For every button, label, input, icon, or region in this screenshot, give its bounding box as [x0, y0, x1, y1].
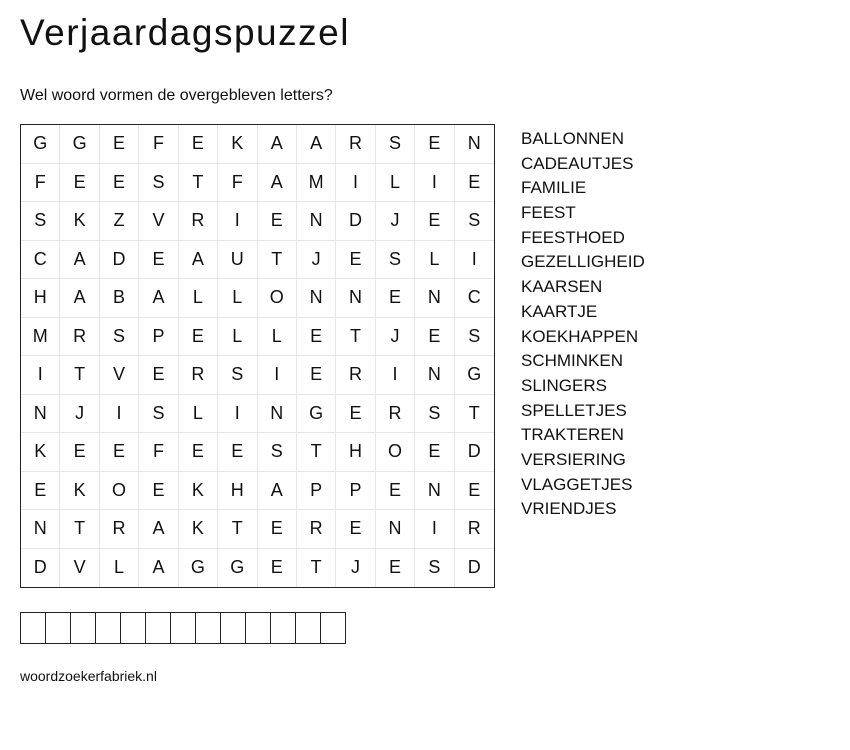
grid-cell[interactable]: G	[21, 125, 60, 164]
grid-cell[interactable]: N	[336, 279, 375, 318]
grid-cell[interactable]: A	[258, 472, 297, 511]
grid-cell[interactable]: V	[100, 356, 139, 395]
grid-cell[interactable]: I	[258, 356, 297, 395]
grid-cell[interactable]: A	[60, 241, 99, 280]
grid-cell[interactable]: E	[100, 433, 139, 472]
grid-cell[interactable]: D	[455, 433, 494, 472]
grid-cell[interactable]: E	[455, 164, 494, 203]
grid-cell[interactable]: F	[139, 433, 178, 472]
grid-cell[interactable]: I	[218, 395, 257, 434]
grid-cell[interactable]: E	[297, 318, 336, 357]
word-list-item: SLINGERS	[521, 375, 607, 395]
grid-cell[interactable]: S	[455, 318, 494, 357]
grid-cell[interactable]: N	[376, 510, 415, 549]
grid-cell[interactable]: T	[297, 433, 336, 472]
grid-cell[interactable]: G	[218, 549, 257, 588]
word-list-item: VERSIERING	[521, 449, 626, 469]
grid-cell[interactable]: E	[60, 433, 99, 472]
word-list-item: KAARSEN	[521, 277, 603, 297]
word-list-item: FEEST	[521, 203, 576, 223]
grid-cell[interactable]: O	[100, 472, 139, 511]
grid-cell[interactable]: M	[21, 318, 60, 357]
grid-cell[interactable]: P	[297, 472, 336, 511]
grid-cell[interactable]: Z	[100, 202, 139, 241]
grid-cell[interactable]: C	[455, 279, 494, 318]
grid-cell[interactable]: E	[218, 433, 257, 472]
grid-cell[interactable]: K	[60, 202, 99, 241]
grid-cell[interactable]: O	[376, 433, 415, 472]
answer-letter-box[interactable]	[296, 613, 321, 643]
grid-cell[interactable]: S	[139, 164, 178, 203]
answer-letter-box[interactable]	[271, 613, 296, 643]
answer-letter-box[interactable]	[21, 613, 46, 643]
word-list-item: SCHMINKEN	[521, 351, 624, 371]
grid-cell[interactable]: S	[455, 202, 494, 241]
grid-cell[interactable]: J	[376, 202, 415, 241]
grid-cell[interactable]: E	[258, 549, 297, 588]
grid-cell[interactable]: C	[21, 241, 60, 280]
answer-letter-box[interactable]	[246, 613, 271, 643]
grid-cell[interactable]: A	[139, 549, 178, 588]
grid-cell[interactable]: T	[455, 395, 494, 434]
word-list	[521, 127, 645, 522]
grid-cell[interactable]: T	[258, 241, 297, 280]
grid-cell[interactable]: R	[455, 510, 494, 549]
word-list-item: TRAKTEREN	[521, 425, 624, 445]
grid-cell[interactable]: E	[415, 318, 454, 357]
grid-cell[interactable]: I	[218, 202, 257, 241]
grid-cell[interactable]: I	[21, 356, 60, 395]
grid-cell[interactable]: T	[179, 164, 218, 203]
grid-cell[interactable]: R	[336, 125, 375, 164]
word-list-item: VRIENDJES	[521, 499, 617, 519]
word-list-item: BALLONNEN	[521, 129, 624, 148]
grid-cell[interactable]: E	[455, 472, 494, 511]
grid-cell[interactable]: L	[100, 549, 139, 588]
grid-cell[interactable]: D	[100, 241, 139, 280]
grid-cell[interactable]: J	[376, 318, 415, 357]
grid-cell[interactable]: I	[336, 164, 375, 203]
grid-cell[interactable]: S	[376, 241, 415, 280]
grid-cell[interactable]: K	[218, 125, 257, 164]
word-list-item: CADEAUTJES	[521, 153, 634, 173]
grid-cell[interactable]: T	[60, 356, 99, 395]
grid-cell[interactable]: A	[258, 164, 297, 203]
grid-cell[interactable]: S	[415, 549, 454, 588]
word-list-item: GEZELLIGHEID	[521, 252, 645, 272]
grid-cell[interactable]: L	[179, 395, 218, 434]
grid-cell[interactable]: L	[258, 318, 297, 357]
word-list-item: FEESTHOED	[521, 227, 625, 247]
grid-cell[interactable]: G	[455, 356, 494, 395]
grid-cell[interactable]: N	[258, 395, 297, 434]
grid-cell[interactable]: I	[100, 395, 139, 434]
answer-letter-box[interactable]	[146, 613, 171, 643]
grid-cell[interactable]: I	[415, 164, 454, 203]
grid-cell[interactable]: K	[21, 433, 60, 472]
grid-cell[interactable]: H	[21, 279, 60, 318]
grid-cell[interactable]: P	[336, 472, 375, 511]
grid-cell[interactable]: R	[60, 318, 99, 357]
grid-cell[interactable]: E	[100, 125, 139, 164]
answer-letter-box[interactable]	[71, 613, 96, 643]
grid-cell[interactable]: G	[60, 125, 99, 164]
grid-cell[interactable]: S	[376, 125, 415, 164]
grid-cell[interactable]: F	[21, 164, 60, 203]
grid-cell[interactable]: E	[415, 125, 454, 164]
grid-cell[interactable]: E	[336, 510, 375, 549]
grid-cell[interactable]: K	[179, 472, 218, 511]
grid-cell[interactable]: L	[218, 318, 257, 357]
grid-cell[interactable]: U	[218, 241, 257, 280]
grid-cell[interactable]: K	[60, 472, 99, 511]
grid-cell[interactable]: L	[415, 241, 454, 280]
word-list-item: KAARTJE	[521, 301, 598, 321]
grid-cell[interactable]: A	[60, 279, 99, 318]
grid-cell[interactable]: E	[415, 433, 454, 472]
word-list-item: FAMILIE	[521, 178, 587, 198]
grid-cell[interactable]: E	[258, 510, 297, 549]
answer-letter-box[interactable]	[121, 613, 146, 643]
answer-letter-box[interactable]	[321, 613, 345, 643]
answer-boxes[interactable]	[20, 612, 346, 644]
grid-cell[interactable]: R	[179, 356, 218, 395]
grid-cell[interactable]: J	[60, 395, 99, 434]
word-list-item: SPELLETJES	[521, 400, 627, 420]
word-list-item: KOEKHAPPEN	[521, 326, 639, 346]
grid-cell[interactable]: T	[297, 549, 336, 588]
answer-letter-box[interactable]	[96, 613, 121, 643]
grid-cell[interactable]: S	[415, 395, 454, 434]
grid-cell[interactable]: F	[139, 125, 178, 164]
grid-cell[interactable]: D	[336, 202, 375, 241]
grid-cell[interactable]: T	[60, 510, 99, 549]
grid-cell[interactable]: R	[336, 356, 375, 395]
grid-cell[interactable]: O	[258, 279, 297, 318]
grid-cell[interactable]: T	[336, 318, 375, 357]
grid-cell[interactable]: E	[21, 472, 60, 511]
grid-cell[interactable]: I	[455, 241, 494, 280]
letter-grid[interactable]	[20, 124, 495, 588]
grid-cell[interactable]: E	[139, 472, 178, 511]
grid-cell[interactable]: H	[218, 472, 257, 511]
grid-cell[interactable]: I	[415, 510, 454, 549]
answer-letter-box[interactable]	[171, 613, 196, 643]
answer-letter-box[interactable]	[221, 613, 246, 643]
grid-cell[interactable]: E	[376, 549, 415, 588]
grid-cell[interactable]: E	[376, 472, 415, 511]
grid-cell[interactable]: D	[467, 557, 481, 578]
grid-cell[interactable]: R	[376, 395, 415, 434]
grid-cell[interactable]: E	[60, 164, 99, 203]
grid-cell[interactable]: R	[179, 202, 218, 241]
grid-cell[interactable]: N	[297, 202, 336, 241]
grid-cell[interactable]: R	[297, 510, 336, 549]
grid-cell[interactable]: E	[139, 241, 178, 280]
puzzle-question: Wel woord vormen de overgebleven letters?	[20, 87, 333, 104]
grid-cell[interactable]: E	[297, 356, 336, 395]
grid-cell[interactable]: A	[258, 125, 297, 164]
grid-cell[interactable]: E	[100, 164, 139, 203]
grid-cell[interactable]: V	[60, 549, 99, 588]
grid-cell[interactable]: E	[376, 279, 415, 318]
grid-cell[interactable]: E	[415, 202, 454, 241]
grid-cell[interactable]: P	[139, 318, 178, 357]
page-title: Verjaardagspuzzel	[20, 12, 350, 53]
answer-letter-box[interactable]	[196, 613, 221, 643]
answer-letter-box[interactable]	[46, 613, 71, 643]
grid-cell[interactable]: E	[336, 241, 375, 280]
grid-cell[interactable]: F	[218, 164, 257, 203]
grid-cell[interactable]: B	[100, 279, 139, 318]
grid-cell[interactable]: K	[179, 510, 218, 549]
grid-cell[interactable]: N	[415, 279, 454, 318]
grid-cell[interactable]: E	[179, 318, 218, 357]
grid-cell[interactable]: S	[139, 395, 178, 434]
grid-cell[interactable]: E	[179, 125, 218, 164]
grid-cell[interactable]: G	[179, 549, 218, 588]
grid-cell[interactable]: N	[415, 472, 454, 511]
grid-cell[interactable]: N	[21, 395, 60, 434]
grid-cell[interactable]: A	[179, 241, 218, 280]
grid-cell[interactable]: J	[297, 241, 336, 280]
grid-cell[interactable]: M	[297, 164, 336, 203]
grid-cell[interactable]: E	[336, 395, 375, 434]
grid-cell[interactable]: A	[139, 279, 178, 318]
grid-cell[interactable]: V	[139, 202, 178, 241]
grid-cell[interactable]: T	[218, 510, 257, 549]
grid-cell[interactable]: A	[139, 510, 178, 549]
grid-cell[interactable]: S	[100, 318, 139, 357]
grid-cell[interactable]: N	[455, 125, 494, 164]
footer-site-name: woordzoekerfabriek.nl	[20, 668, 157, 684]
grid-cell[interactable]: L	[218, 279, 257, 318]
grid-cell[interactable]: S	[21, 202, 60, 241]
grid-cell[interactable]: S	[218, 356, 257, 395]
grid-cell[interactable]: H	[336, 433, 375, 472]
grid-cell[interactable]: I	[376, 356, 415, 395]
word-list-item: VLAGGETJES	[521, 474, 633, 494]
grid-cell[interactable]: J	[336, 549, 375, 588]
grid-cell[interactable]: S	[258, 433, 297, 472]
grid-cell[interactable]: L	[376, 164, 415, 203]
grid-cell[interactable]: A	[297, 125, 336, 164]
grid-cell[interactable]: L	[179, 279, 218, 318]
grid-cell[interactable]: N	[21, 510, 60, 549]
grid-cell[interactable]: E	[179, 433, 218, 472]
grid-cell[interactable]: G	[297, 395, 336, 434]
grid-cell[interactable]: E	[258, 202, 297, 241]
grid-cell[interactable]: N	[297, 279, 336, 318]
grid-cell[interactable]: E	[139, 356, 178, 395]
grid-cell[interactable]: R	[100, 510, 139, 549]
grid-cell[interactable]: N	[415, 356, 454, 395]
grid-cell[interactable]: D	[21, 549, 60, 588]
